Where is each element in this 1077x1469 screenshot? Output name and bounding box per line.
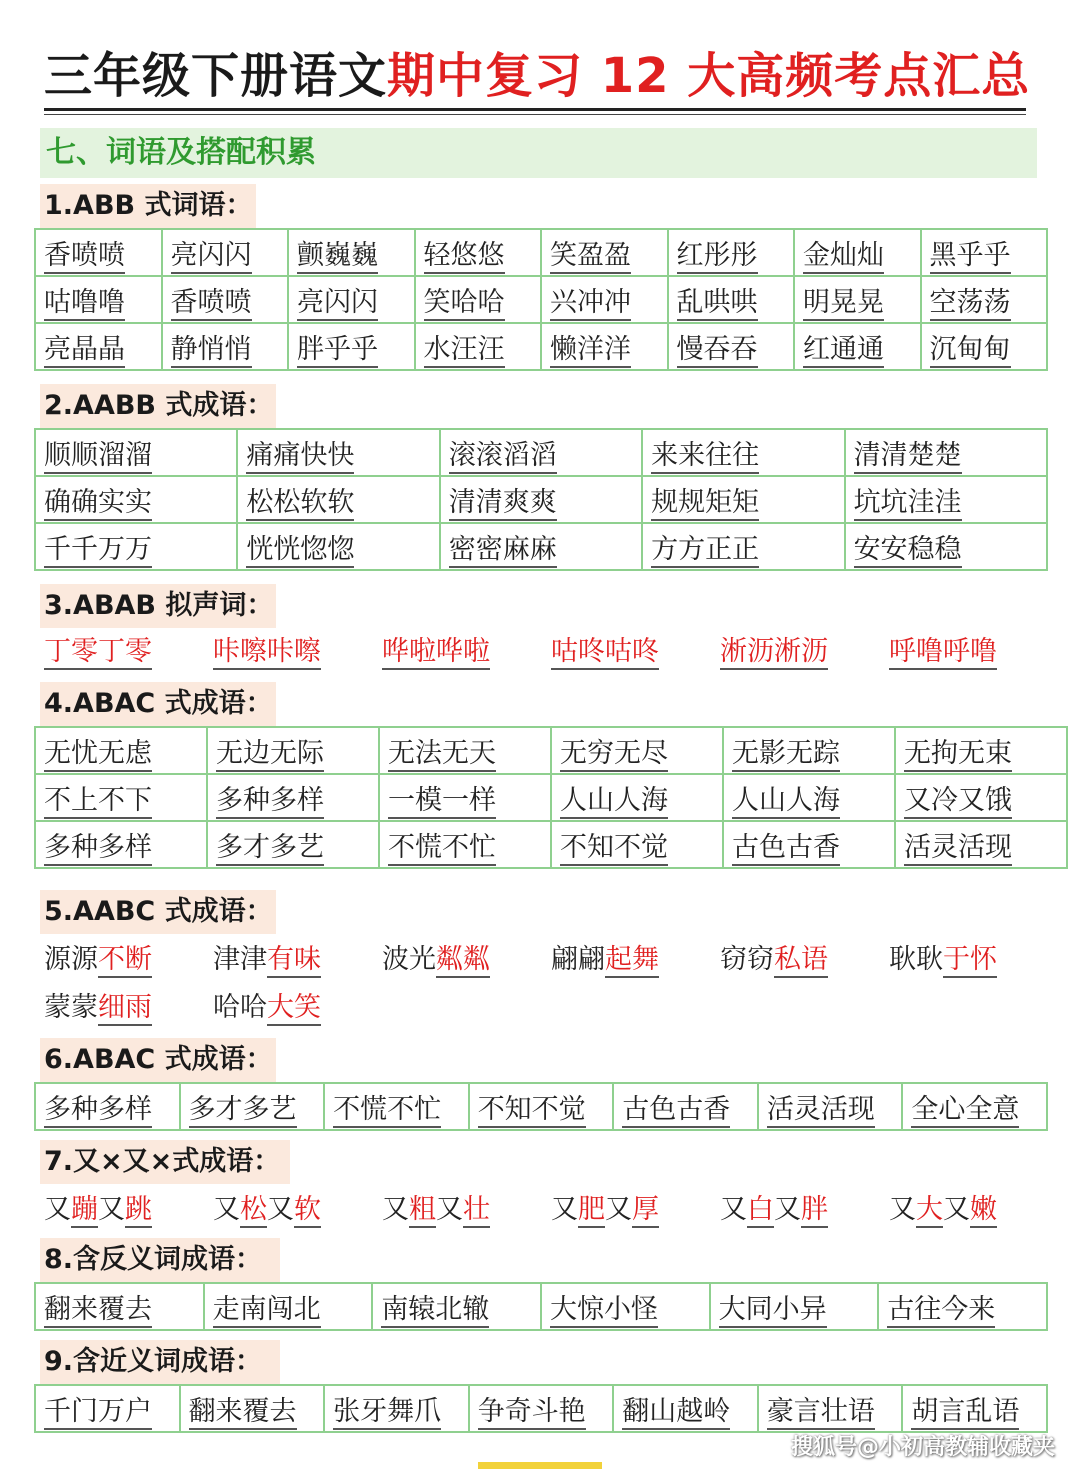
title-black-part: 三年级下册语文 — [44, 48, 388, 104]
word-text: 胖乎乎 — [297, 334, 378, 368]
word-prefix: 津津 — [213, 944, 267, 975]
word-text: 大惊小怪 — [550, 1294, 658, 1328]
heading-aabb: 2.AABB 式成语： — [40, 384, 276, 428]
list-item — [551, 938, 659, 982]
word-part: 又 — [889, 1194, 916, 1225]
table-cell — [613, 1083, 758, 1130]
table-cell — [379, 821, 551, 868]
word-text: 顺顺溜溜 — [44, 440, 152, 474]
list-item — [382, 630, 490, 674]
list-item — [551, 1188, 659, 1232]
table-row — [35, 774, 1067, 821]
table-cell — [668, 276, 795, 323]
word-suffix: 细雨 — [98, 992, 152, 1026]
table-cell — [35, 323, 162, 370]
word-key: 厚 — [632, 1194, 659, 1228]
word-text: 不慌不忙 — [333, 1094, 441, 1128]
decorative-bar — [478, 1462, 602, 1469]
word-prefix: 窃窃 — [720, 944, 774, 975]
word-suffix: 于怀 — [943, 944, 997, 978]
word-text: 咕咚咕咚 — [551, 636, 659, 670]
table-cell — [204, 1283, 373, 1330]
title-red-part: 期中复习 12 大高频考点汇总 — [387, 48, 1031, 104]
word-key: 粗 — [409, 1194, 436, 1228]
word-prefix: 耿耿 — [889, 944, 943, 975]
table-cell — [845, 476, 1047, 523]
table-cell — [613, 1385, 758, 1432]
list-item — [551, 630, 659, 674]
table-cell — [794, 276, 921, 323]
aabb-word-table — [34, 428, 1048, 571]
table-row — [35, 276, 1047, 323]
table-row — [35, 1385, 1047, 1432]
word-text: 胡言乱语 — [911, 1396, 1019, 1430]
word-prefix: 翩翩 — [551, 944, 605, 975]
table-row — [35, 821, 1067, 868]
table-cell — [921, 229, 1048, 276]
word-text: 豪言壮语 — [767, 1396, 875, 1430]
table-row — [35, 1283, 1047, 1330]
table-cell — [35, 429, 237, 476]
word-text: 人山人海 — [732, 785, 840, 819]
table-cell — [758, 1385, 903, 1432]
word-text: 安安稳稳 — [854, 534, 962, 568]
word-text: 金灿灿 — [803, 240, 884, 274]
word-part: 又 — [720, 1194, 747, 1225]
word-text: 呼噜呼噜 — [889, 636, 997, 670]
section-banner — [40, 128, 1037, 178]
word-text: 香喷喷 — [171, 287, 252, 321]
word-text: 清清爽爽 — [449, 487, 557, 521]
antonym-word-table — [34, 1282, 1048, 1331]
watermark: 搜狐号@小初高教辅收藏夹 — [790, 1435, 1055, 1460]
word-text: 恍恍惚惚 — [246, 534, 354, 568]
table-cell — [372, 1283, 541, 1330]
word-text: 黑乎乎 — [930, 240, 1011, 274]
word-text: 无穷无尽 — [560, 738, 668, 772]
table-cell — [723, 821, 895, 868]
list-item — [44, 1188, 152, 1232]
table-cell — [415, 323, 542, 370]
table-cell — [895, 774, 1067, 821]
word-text: 无影无踪 — [732, 738, 840, 772]
word-prefix: 哈哈 — [213, 992, 267, 1023]
word-key: 跳 — [125, 1194, 152, 1228]
table-cell — [902, 1083, 1047, 1130]
word-key: 蹦 — [71, 1194, 98, 1228]
word-text: 亮闪闪 — [297, 287, 378, 321]
word-key: 松 — [240, 1194, 267, 1228]
table-cell — [440, 429, 642, 476]
table-row — [35, 727, 1067, 774]
table-cell — [288, 323, 415, 370]
list-item — [889, 938, 997, 982]
table-cell — [237, 476, 439, 523]
table-cell — [758, 1083, 903, 1130]
word-text: 活灵活现 — [767, 1094, 875, 1128]
word-text: 走南闯北 — [213, 1294, 321, 1328]
table-cell — [35, 476, 237, 523]
word-text: 清清楚楚 — [854, 440, 962, 474]
aabc-word-row-1 — [44, 938, 1044, 984]
table-cell — [440, 476, 642, 523]
table-cell — [180, 1385, 325, 1432]
word-text: 滚滚滔滔 — [449, 440, 557, 474]
word-text: 静悄悄 — [171, 334, 252, 368]
word-text: 松松软软 — [246, 487, 354, 521]
table-cell — [379, 727, 551, 774]
heading-abab: 3.ABAB 拟声词： — [40, 584, 276, 628]
word-text: 红通通 — [803, 334, 884, 368]
you-you-word-row — [44, 1188, 1044, 1234]
list-item — [889, 630, 997, 674]
word-text: 人山人海 — [560, 785, 668, 819]
word-suffix: 粼粼 — [436, 944, 490, 978]
word-prefix: 波光 — [382, 944, 436, 975]
word-text: 无边无际 — [216, 738, 324, 772]
table-cell — [668, 229, 795, 276]
heading-aabc: 5.AABC 式成语： — [40, 890, 276, 934]
abb-word-table — [34, 228, 1048, 371]
word-key: 嫩 — [970, 1194, 997, 1228]
word-part: 又 — [943, 1194, 970, 1225]
word-part: 又 — [382, 1194, 409, 1225]
heading-antonym: 8.含反义词成语： — [40, 1238, 280, 1282]
table-cell — [642, 523, 844, 570]
word-part: 又 — [605, 1194, 632, 1225]
word-text: 水汪汪 — [424, 334, 505, 368]
heading-synonym: 9.含近义词成语： — [40, 1340, 280, 1384]
word-prefix: 蒙蒙 — [44, 992, 98, 1023]
word-text: 颤巍巍 — [297, 240, 378, 274]
table-cell — [207, 727, 379, 774]
abac-word-table-2 — [34, 1082, 1048, 1131]
word-text: 红彤彤 — [677, 240, 758, 274]
word-text: 古色古香 — [622, 1094, 730, 1128]
table-cell — [469, 1083, 614, 1130]
table-cell — [541, 229, 668, 276]
table-cell — [551, 727, 723, 774]
table-cell — [415, 229, 542, 276]
word-text: 亮闪闪 — [171, 240, 252, 274]
word-text: 明晃晃 — [803, 287, 884, 321]
table-cell — [895, 727, 1067, 774]
table-cell — [35, 1385, 180, 1432]
section-title: 七、词语及搭配积累 — [46, 135, 316, 170]
word-text: 笑哈哈 — [424, 287, 505, 321]
word-part: 又 — [267, 1194, 294, 1225]
word-part: 又 — [213, 1194, 240, 1225]
heading-abac: 4.ABAC 式成语： — [40, 682, 276, 726]
word-text: 无忧无虑 — [44, 738, 152, 772]
table-row — [35, 523, 1047, 570]
list-item — [44, 630, 152, 674]
table-cell — [180, 1083, 325, 1130]
synonym-word-table — [34, 1384, 1048, 1433]
table-row — [35, 429, 1047, 476]
table-cell — [35, 1083, 180, 1130]
heading-abac-2: 6.ABAC 式成语： — [40, 1038, 276, 1082]
table-row — [35, 476, 1047, 523]
table-cell — [237, 429, 439, 476]
table-cell — [440, 523, 642, 570]
word-text: 争奇斗艳 — [478, 1396, 586, 1430]
aabc-word-row-2 — [44, 986, 1044, 1032]
word-text: 古往今来 — [887, 1294, 995, 1328]
word-text: 千门万户 — [44, 1396, 152, 1430]
word-text: 乱哄哄 — [677, 287, 758, 321]
word-text: 翻来覆去 — [44, 1294, 152, 1328]
word-text: 慢吞吞 — [677, 334, 758, 368]
word-text: 大同小异 — [719, 1294, 827, 1328]
table-cell — [35, 1283, 204, 1330]
list-item — [44, 938, 152, 982]
word-text: 南辕北辙 — [381, 1294, 489, 1328]
word-text: 多种多样 — [216, 785, 324, 819]
word-text: 多才多艺 — [216, 832, 324, 866]
heading-abb: 1.ABB 式词语： — [40, 184, 256, 228]
word-text: 亮晶晶 — [44, 334, 125, 368]
table-cell — [162, 323, 289, 370]
list-item — [213, 630, 321, 674]
abab-word-row — [44, 630, 1044, 676]
table-cell — [379, 774, 551, 821]
word-text: 古色古香 — [732, 832, 840, 866]
table-cell — [324, 1083, 469, 1130]
list-item — [382, 1188, 490, 1232]
word-text: 兴冲冲 — [550, 287, 631, 321]
word-text: 翻山越岭 — [622, 1396, 730, 1430]
table-cell — [668, 323, 795, 370]
table-row — [35, 1083, 1047, 1130]
word-text: 活灵活现 — [904, 832, 1012, 866]
table-cell — [902, 1385, 1047, 1432]
table-cell — [237, 523, 439, 570]
table-cell — [541, 276, 668, 323]
title-underline — [44, 108, 1026, 111]
word-key: 软 — [294, 1194, 321, 1228]
word-text: 无法无天 — [388, 738, 496, 772]
abac-word-table — [34, 726, 1068, 869]
word-key: 白 — [747, 1194, 774, 1228]
table-cell — [723, 774, 895, 821]
table-cell — [207, 821, 379, 868]
word-text: 哗啦哗啦 — [382, 636, 490, 670]
table-cell — [541, 1283, 710, 1330]
word-part: 又 — [44, 1194, 71, 1225]
table-cell — [794, 229, 921, 276]
list-item — [720, 630, 828, 674]
word-text: 多才多艺 — [189, 1094, 297, 1128]
word-part: 又 — [774, 1194, 801, 1225]
table-cell — [921, 323, 1048, 370]
list-item — [720, 1188, 828, 1232]
table-cell — [207, 774, 379, 821]
word-part: 又 — [436, 1194, 463, 1225]
list-item — [44, 986, 152, 1030]
table-cell — [469, 1385, 614, 1432]
list-item — [213, 986, 321, 1030]
word-part: 又 — [551, 1194, 578, 1225]
word-text: 密密麻麻 — [449, 534, 557, 568]
page-title — [44, 44, 1034, 108]
word-text: 轻悠悠 — [424, 240, 505, 274]
word-text: 规规矩矩 — [651, 487, 759, 521]
word-text: 笑盈盈 — [550, 240, 631, 274]
table-cell — [845, 523, 1047, 570]
table-cell — [415, 276, 542, 323]
list-item — [720, 938, 828, 982]
table-cell — [288, 229, 415, 276]
table-cell — [551, 821, 723, 868]
word-text: 张牙舞爪 — [333, 1396, 441, 1430]
table-cell — [162, 229, 289, 276]
table-cell — [35, 774, 207, 821]
table-cell — [35, 229, 162, 276]
table-row — [35, 323, 1047, 370]
table-cell — [895, 821, 1067, 868]
word-key: 壮 — [463, 1194, 490, 1228]
list-item — [382, 938, 490, 982]
list-item — [213, 938, 321, 982]
word-text: 坑坑洼洼 — [854, 487, 962, 521]
word-text: 无拘无束 — [904, 738, 1012, 772]
word-suffix: 不断 — [98, 944, 152, 978]
word-suffix: 大笑 — [267, 992, 321, 1026]
table-cell — [642, 476, 844, 523]
word-text: 一模一样 — [388, 785, 496, 819]
word-suffix: 起舞 — [605, 944, 659, 978]
word-text: 又冷又饿 — [904, 785, 1012, 819]
word-text: 痛痛快快 — [246, 440, 354, 474]
word-prefix: 源源 — [44, 944, 98, 975]
table-cell — [794, 323, 921, 370]
word-text: 懒洋洋 — [550, 334, 631, 368]
word-text: 不知不觉 — [560, 832, 668, 866]
word-suffix: 私语 — [774, 944, 828, 978]
word-text: 多种多样 — [44, 1094, 152, 1128]
title-underline-thin — [44, 114, 1026, 115]
word-text: 确确实实 — [44, 487, 152, 521]
table-cell — [845, 429, 1047, 476]
word-text: 咕噜噜 — [44, 287, 125, 321]
word-text: 多种多样 — [44, 832, 152, 866]
table-cell — [35, 276, 162, 323]
word-text: 香喷喷 — [44, 240, 125, 274]
heading-you-you: 7.又×又×式成语： — [40, 1140, 290, 1184]
table-cell — [878, 1283, 1047, 1330]
table-cell — [162, 276, 289, 323]
word-text: 翻来覆去 — [189, 1396, 297, 1430]
word-text: 来来往往 — [651, 440, 759, 474]
table-cell — [324, 1385, 469, 1432]
table-cell — [35, 821, 207, 868]
word-key: 大 — [916, 1194, 943, 1228]
word-key: 肥 — [578, 1194, 605, 1228]
list-item — [889, 1188, 997, 1232]
list-item — [213, 1188, 321, 1232]
table-cell — [288, 276, 415, 323]
word-text: 咔嚓咔嚓 — [213, 636, 321, 670]
table-cell — [710, 1283, 879, 1330]
word-text: 丁零丁零 — [44, 636, 152, 670]
word-text: 不慌不忙 — [388, 832, 496, 866]
word-text: 千千万万 — [44, 534, 152, 568]
word-key: 胖 — [801, 1194, 828, 1228]
table-cell — [541, 323, 668, 370]
table-cell — [35, 727, 207, 774]
table-cell — [642, 429, 844, 476]
word-text: 空荡荡 — [930, 287, 1011, 321]
word-part: 又 — [98, 1194, 125, 1225]
word-text: 沉甸甸 — [930, 334, 1011, 368]
word-text: 不上不下 — [44, 785, 152, 819]
table-row — [35, 229, 1047, 276]
word-text: 不知不觉 — [478, 1094, 586, 1128]
word-text: 全心全意 — [911, 1094, 1019, 1128]
table-cell — [921, 276, 1048, 323]
table-cell — [723, 727, 895, 774]
word-suffix: 有味 — [267, 944, 321, 978]
table-cell — [35, 523, 237, 570]
word-text: 淅沥淅沥 — [720, 636, 828, 670]
table-cell — [551, 774, 723, 821]
word-text: 方方正正 — [651, 534, 759, 568]
